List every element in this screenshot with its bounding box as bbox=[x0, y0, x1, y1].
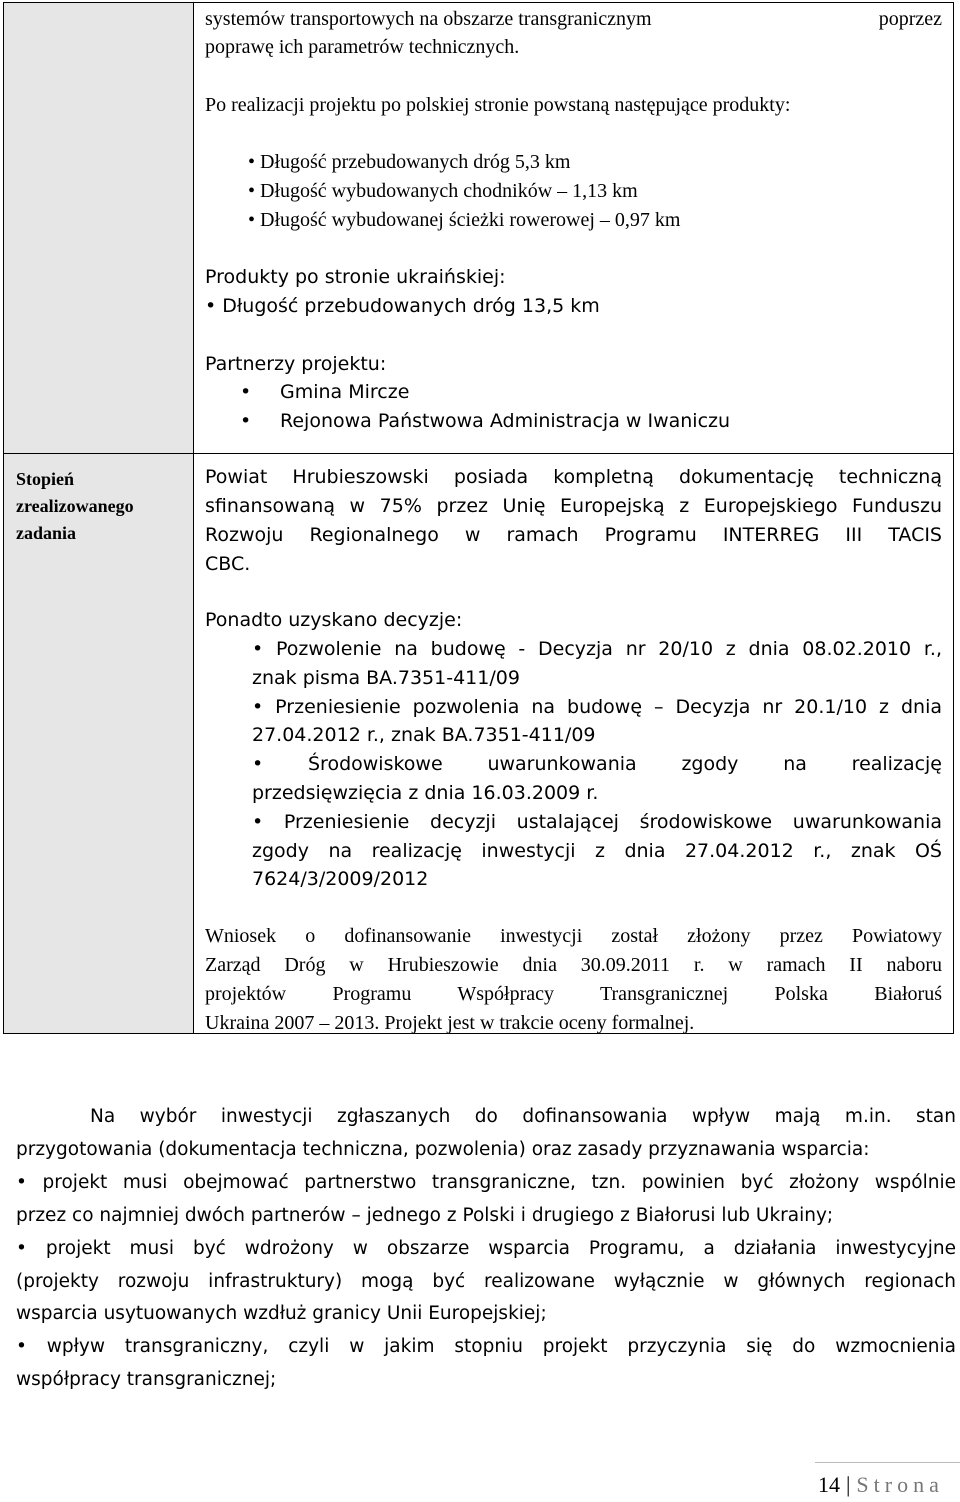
decisions-heading: Ponadto uzyskano decyzje: bbox=[205, 609, 463, 631]
footer-rule bbox=[815, 1462, 960, 1463]
label-cell-empty bbox=[4, 3, 194, 453]
row-label-line: zadania bbox=[16, 523, 77, 543]
page-footer bbox=[818, 1472, 944, 1498]
product-item: • Długość wybudowanych chodników – 1,13 km bbox=[248, 180, 638, 202]
body-line: współpracy transgranicznej; bbox=[16, 1369, 277, 1390]
product-item: • Długość wybudowanej ścieżki rowerowej – 0,97 km bbox=[248, 209, 681, 231]
status-line: CBC. bbox=[205, 553, 251, 575]
status-paragraph bbox=[205, 466, 942, 488]
decision-item-cont: 27.04.2012 r., znak BA.7351-411/09 bbox=[252, 724, 596, 746]
application-line: Ukraina 2007 – 2013. Projekt jest w trakcie oceny formalnej. bbox=[205, 1012, 695, 1034]
ukr-heading: Produkty po stronie ukraińskiej: bbox=[205, 266, 506, 288]
body-line: wsparcia usytuowanych wzdłuż granicy Unii Europejskiej; bbox=[16, 1303, 547, 1324]
decision-item-cont: przedsięwzięcia z dnia 16.03.2009 r. bbox=[252, 782, 599, 804]
footer-separator: | bbox=[846, 1472, 851, 1497]
page-label: Strona bbox=[856, 1472, 944, 1497]
partners-heading: Partnerzy projektu: bbox=[205, 353, 387, 375]
status-line: Rozwoju Regionalnego w ramach Programu INTERREG III TACIS bbox=[205, 524, 942, 546]
partner-item: Rejonowa Państwowa Administracja w Iwaniczu bbox=[280, 410, 731, 432]
body-line: przygotowania (dokumentacja techniczna, pozwolenia) oraz zasady przyznawania wsparcia: bbox=[16, 1139, 870, 1160]
decision-item-cont: znak pisma BA.7351-411/09 bbox=[252, 667, 520, 689]
top-line-right: poprzez bbox=[878, 8, 942, 30]
application-line: Zarząd Dróg w Hrubieszowie dnia 30.09.2011 r. w ramach II naboru bbox=[205, 954, 942, 976]
body-line: Na wybór inwestycji zgłaszanych do dofinansowania wpływ mają m.in. stan bbox=[90, 1106, 956, 1127]
status-line: Powiat Hrubieszowski posiada kompletną dokumentację techniczną bbox=[205, 466, 942, 488]
application-line: projektów Programu Współpracy Transgranicznej Polska Białoruś bbox=[205, 983, 942, 1005]
row-label-line: Stopień bbox=[16, 469, 75, 489]
ukr-product-item: • Długość przebudowanych dróg 13,5 km bbox=[205, 295, 600, 317]
decision-item: • Przeniesienie pozwolenia na budowę – Decyzja nr 20.1/10 z dnia bbox=[252, 696, 942, 718]
label-cell-status bbox=[4, 453, 194, 1033]
decision-item-cont: zgody na realizację inwestycji z dnia 27.04.2012 r., znak OŚ bbox=[252, 840, 942, 862]
decision-item: • Środowiskowe uwarunkowania zgody na realizację bbox=[252, 753, 942, 775]
products-intro: Po realizacji projektu po polskiej stronie powstaną następujące produkty: bbox=[205, 94, 791, 116]
body-line: • projekt musi obejmować partnerstwo transgraniczne, tzn. powinien być złożony wspólnie bbox=[16, 1172, 956, 1193]
partner-bullet: • bbox=[240, 381, 252, 403]
decision-item-cont: 7624/3/2009/2012 bbox=[252, 868, 429, 890]
body-line: • projekt musi być wdrożony w obszarze wsparcia Programu, a działania inwestycyjne bbox=[16, 1238, 956, 1259]
top-line bbox=[205, 8, 942, 31]
product-item: • Długość przebudowanych dróg 5,3 km bbox=[248, 151, 571, 173]
row-label bbox=[16, 466, 134, 547]
row-label-line: zrealizowanego bbox=[16, 496, 134, 516]
body-line: (projekty rozwoju infrastruktury) mogą być realizowane wyłącznie w głównych regionach bbox=[16, 1271, 956, 1292]
application-line: Wniosek o dofinansowanie inwestycji został złożony przez Powiatowy bbox=[205, 925, 942, 947]
body-line: przez co najmniej dwóch partnerów – jednego z Polski i drugiego z Białorusi lub Ukrainy; bbox=[16, 1205, 834, 1226]
partner-item: Gmina Mircze bbox=[280, 381, 410, 403]
row-divider bbox=[194, 453, 953, 454]
partner-bullet: • bbox=[240, 410, 252, 432]
status-line: sfinansowaną w 75% przez Unię Europejską z Europejskiego Funduszu bbox=[205, 495, 942, 517]
top-line: poprawę ich parametrów technicznych. bbox=[205, 36, 520, 58]
top-line-left: systemów transportowych na obszarze transgranicznym bbox=[205, 8, 652, 30]
decision-item: • Pozwolenie na budowę - Decyzja nr 20/10 z dnia 08.02.2010 r., bbox=[252, 638, 942, 660]
decision-item: • Przeniesienie decyzji ustalającej środowiskowe uwarunkowania bbox=[252, 811, 942, 833]
page-number: 14 bbox=[818, 1472, 840, 1497]
body-line: • wpływ transgraniczny, czyli w jakim stopniu projekt przyczynia się do wzmocnienia bbox=[16, 1336, 956, 1357]
